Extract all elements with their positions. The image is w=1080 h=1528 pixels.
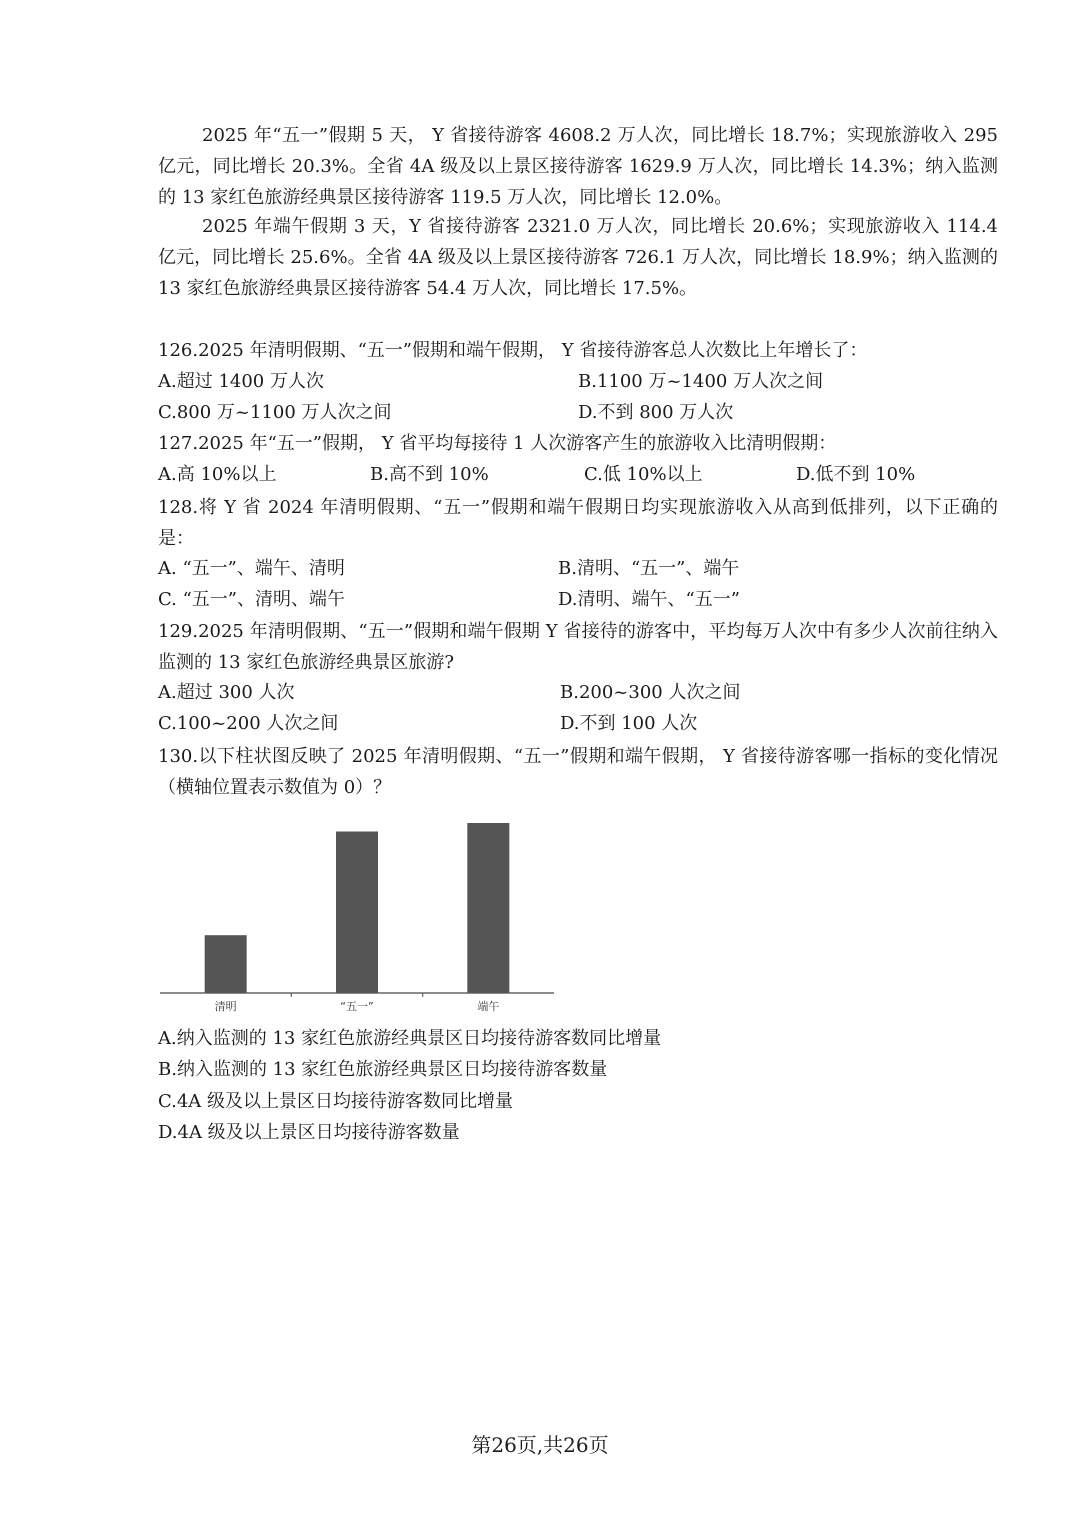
question-127-option-a[interactable]: A.高 10%以上 [158,464,277,485]
question-129-option-d[interactable]: D.不到 100 人次 [560,713,698,734]
passage-paragraph-2: 2025 年端午假期 3 天，Y 省接待游客 2321.0 万人次，同比增长 20.6%；实现旅游收入 114.4 亿元，同比增长 25.6%。全省 4A 级及以上景区接待游客 726.1 万人次，同比增长 18.9%；纳入监测的 13 家红色旅游经典景区接待游客 54.4 万人次，同比增长 17.5%。 [158,216,998,299]
question-128-option-a[interactable]: A. “五一”、端午、清明 [158,558,345,579]
question-126-option-d[interactable]: D.不到 800 万人次 [578,402,734,423]
question-128-option-b[interactable]: B.清明、“五一”、端午 [558,558,740,579]
question-127-option-b[interactable]: B.高不到 10% [370,464,489,485]
question-128-stem: 128.将 Y 省 2024 年清明假期、“五一”假期和端午假期日均实现旅游收入从高到低排列，以下正确的是： [158,497,998,549]
question-126-option-b[interactable]: B.1100 万~1400 万人次之间 [578,371,824,392]
bar-1 [336,832,378,994]
question-128-option-d[interactable]: D.清明、端午、“五一” [558,589,740,610]
passage-paragraph-1: 2025 年“五一”假期 5 天， Y 省接待游客 4608.2 万人次，同比增长 18.7%；实现旅游收入 295 亿元，同比增长 20.3%。全省 4A 级及以上景区接待游客 1629.9 万人次，同比增长 14.3%；纳入监测的 13 家红色旅游经典景区接待游客 119.5 万人次，同比增长 12.0%。 [158,125,998,208]
question-127-option-c[interactable]: C.低 10%以上 [584,464,703,485]
question-129-option-c[interactable]: C.100~200 人次之间 [158,713,339,734]
question-127-option-d[interactable]: D.低不到 10% [796,464,916,485]
question-126-option-c[interactable]: C.800 万~1100 万人次之间 [158,402,392,423]
bar-2 [467,823,509,993]
question-127-stem: 127.2025 年“五一”假期， Y 省平均每接待 1 人次游客产生的旅游收入比清明假期： [158,433,837,454]
question-130-stem: 130.以下柱状图反映了 2025 年清明假期、“五一”假期和端午假期， Y 省接待游客哪一指标的变化情况（横轴位置表示数值为 0）？ [158,746,998,798]
bar-chart [150,812,570,1022]
question-130-option-a[interactable]: A.纳入监测的 13 家红色旅游经典景区日均接待游客数同比增量 [158,1028,662,1049]
x-tick-label-0: 清明 [214,1000,237,1013]
x-tick-label-2: 端午 [477,1000,500,1013]
bar-0 [205,935,247,993]
question-129-option-b[interactable]: B.200~300 人次之间 [560,682,741,703]
question-129-option-a[interactable]: A.超过 300 人次 [158,682,295,703]
question-126-option-a[interactable]: A.超过 1400 万人次 [158,371,324,392]
question-126-stem: 126.2025 年清明假期、“五一”假期和端午假期， Y 省接待游客总人次数比上年增长了： [158,340,868,361]
x-tick-label-1: “五一” [340,1000,374,1013]
question-130-option-b[interactable]: B.纳入监测的 13 家红色旅游经典景区日均接待游客数量 [158,1059,608,1080]
question-130-option-d[interactable]: D.4A 级及以上景区日均接待游客数量 [158,1122,460,1143]
question-130-option-c[interactable]: C.4A 级及以上景区日均接待游客数同比增量 [158,1091,514,1112]
question-128-option-c[interactable]: C. “五一”、清明、端午 [158,589,345,610]
page-number: 第26页,共26页 [471,1433,609,1457]
question-129-stem: 129.2025 年清明假期、“五一”假期和端午假期 Y 省接待的游客中，平均每万人次中有多少人次前往纳入监测的 13 家红色旅游经典景区旅游? [158,621,998,673]
